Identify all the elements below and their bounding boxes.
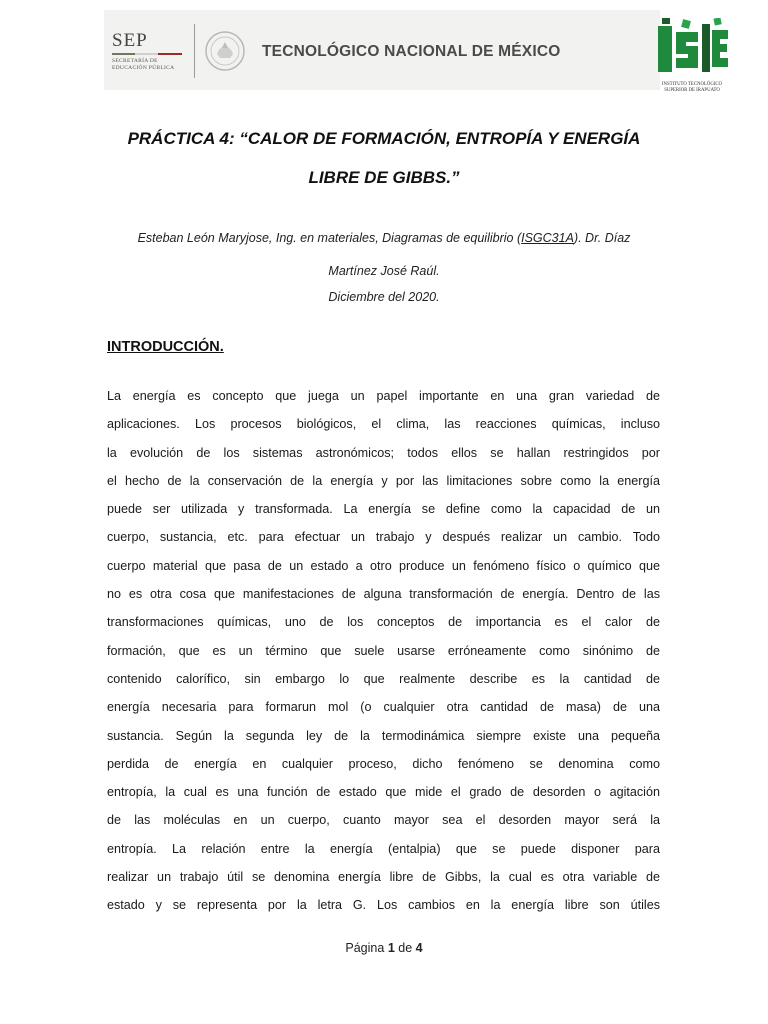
footer-total-pages: 4	[415, 941, 423, 955]
document-title-line-1: PRÁCTICA 4: “CALOR DE FORMACIÓN, ENTROPÍA Y ENERGÍA	[127, 129, 641, 148]
page-footer	[0, 941, 768, 955]
isie-logo-icon	[652, 18, 732, 82]
footer-current-page: 1	[387, 941, 395, 955]
body-line: estado y se representa por la letra G. Los cambios en la energía libre son útiles	[107, 898, 660, 913]
body-line: sustancia. Según la segunda ley de la termodinámica siempre existe una pequeña	[107, 728, 660, 743]
authors-advisor: ). Dr. Díaz	[573, 231, 631, 245]
sep-subtitle-2: EDUCACIÓN PÚBLICA	[112, 65, 175, 71]
body-line: contenido calorífico, sin embargo lo que realmente describe es la cantidad de	[107, 671, 660, 686]
sep-tricolor-rule	[112, 53, 182, 55]
institute-logo	[652, 18, 732, 100]
footer-page-word: Página	[345, 941, 385, 955]
sep-title: SEP	[112, 30, 148, 51]
section-heading: INTRODUCCIÓN.	[107, 339, 224, 355]
header-divider	[194, 24, 195, 78]
document-date: Diciembre del 2020.	[328, 290, 440, 304]
body-line: cuerpo material que pasa de un estado a otro produce un fenómeno físico o químico que	[107, 558, 660, 573]
footer-of-word: de	[398, 941, 413, 955]
authors-block	[104, 222, 664, 288]
institute-name-line-2: SUPERIOR DE IRAPUATO	[664, 88, 720, 93]
body-line: el hecho de la conservación de la energía y por las limitaciones sobre como la energía	[107, 473, 660, 488]
body-line: perdida de energía en cualquier proceso, dicho fenómeno se denomina como	[107, 756, 660, 771]
sep-subtitle-1: SECRETARÍA DE	[112, 58, 158, 64]
authors-text: Esteban León Maryjose, Ing. en materiales, Diagramas de equilibrio (	[137, 231, 522, 245]
institute-name-line-1: INSTITUTO TECNOLÓGICO	[661, 82, 723, 87]
org-name: TECNOLÓGICO NACIONAL DE MÉXICO	[262, 43, 561, 60]
document-title-line-2: LIBRE DE GIBBS.”	[308, 168, 460, 187]
body-line: realizar un trabajo útil se denomina energía libre de Gibbs, la cual es otra variable de	[107, 870, 660, 885]
body-line: de las moléculas en un cuerpo, cuanto mayor sea el desorden mayor será la	[107, 813, 660, 828]
national-seal-icon	[204, 30, 246, 72]
authors-line-1	[104, 222, 664, 255]
sep-logo	[112, 32, 186, 72]
body-line: entropía. La relación entre la energía (entalpia) que se puede disponer para	[107, 841, 660, 856]
body-line: entropía, la cual es una función de estado que mide el grado de desorden o agitación	[107, 785, 660, 800]
introduction-body	[107, 384, 660, 922]
body-line: transformaciones químicas, uno de los conceptos de importancia es el calor de	[107, 615, 660, 630]
body-line: cuerpo, sustancia, etc. para efectuar un trabajo y después realizar un cambio. Todo	[107, 530, 660, 545]
body-line: aplicaciones. Los procesos biológicos, el clima, las reacciones químicas, incluso	[107, 417, 660, 432]
body-line: no es otra cosa que manifestaciones de alguna transformación de energía. Dentro de las	[107, 587, 660, 602]
body-line: la evolución de los sistemas astronómicos; todos ellos se hallan restringidos por	[107, 445, 660, 460]
course-code: ISGC31A	[521, 231, 574, 245]
body-line: energía necesaria para formarun mol (o cualquier otra cantidad de masa) de una	[107, 700, 660, 715]
document-header	[104, 10, 723, 93]
body-line: La energía es concepto que juega un papel importante en una gran variedad de	[107, 389, 660, 403]
body-line: puede ser utilizada y transformada. La energía se define como la capacidad de un	[107, 502, 660, 517]
body-line: formación, que es un término que suele usarse erróneamente como sinónimo de	[107, 643, 660, 658]
authors-line-2: Martínez José Raúl.	[328, 264, 440, 278]
